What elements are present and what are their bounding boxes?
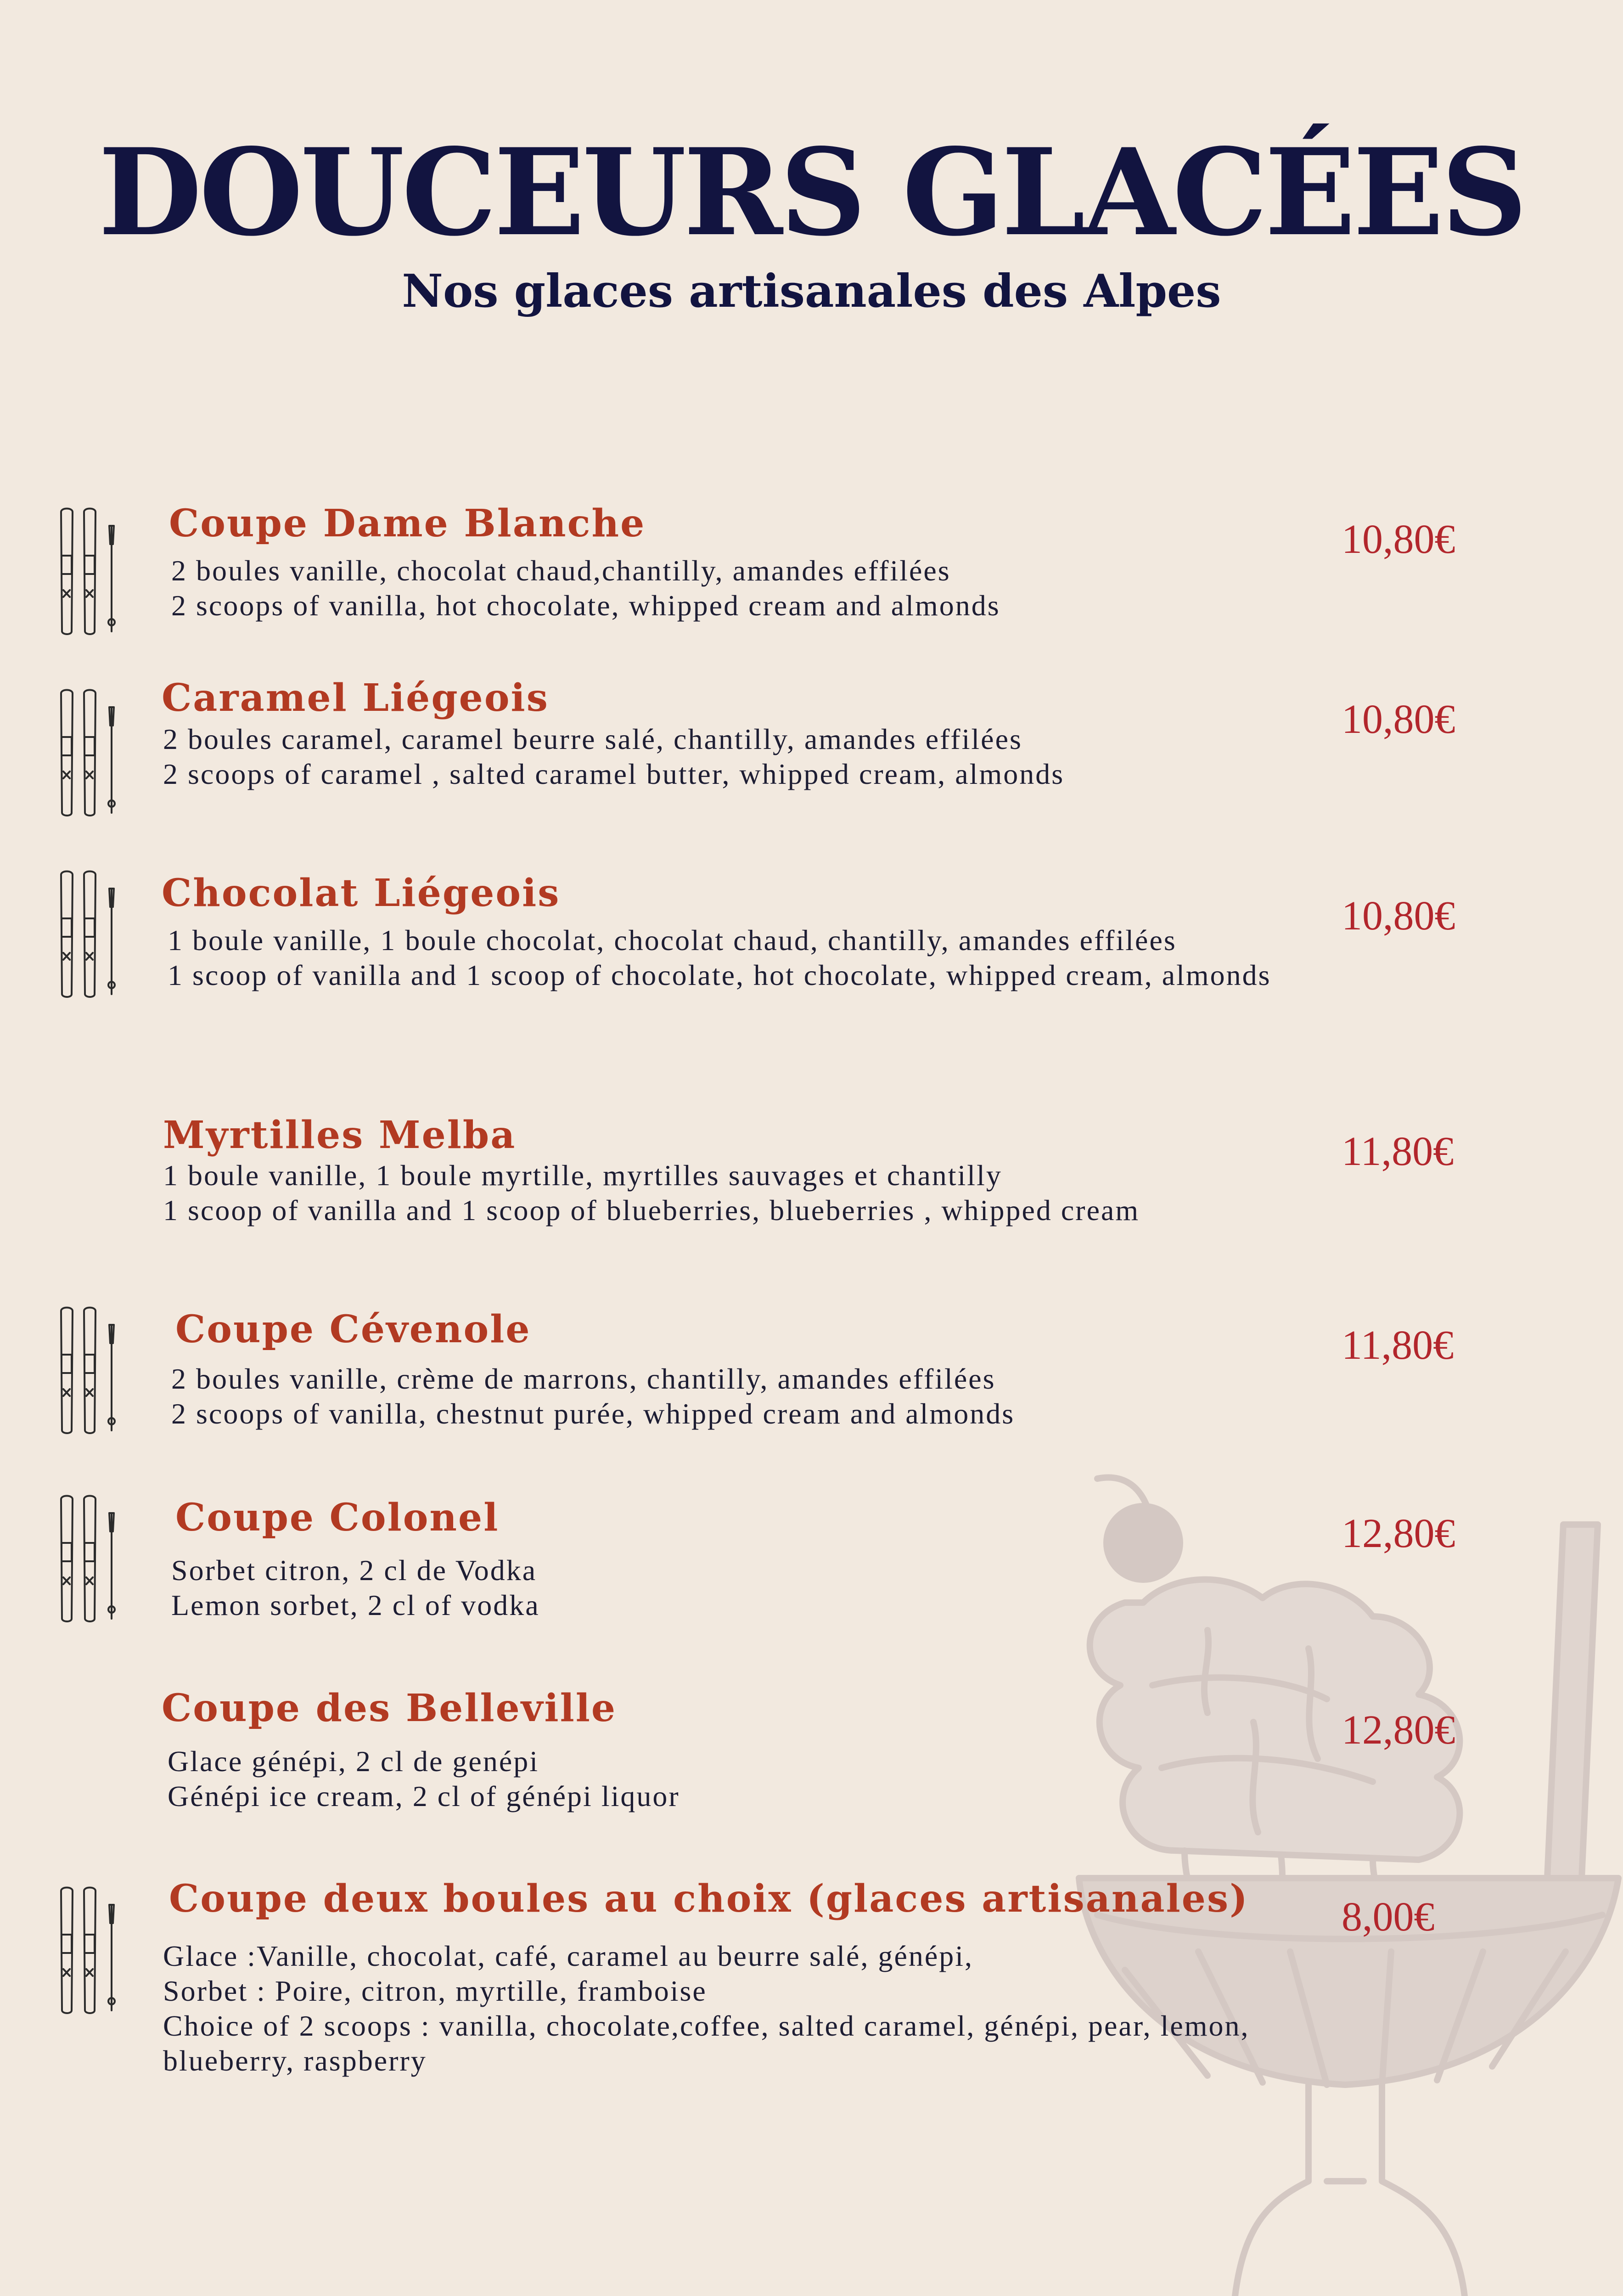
item-description-fr: 2 boules caramel, caramel beurre salé, chantilly, amandes effilées [163, 723, 1022, 755]
ski-icon [59, 689, 118, 817]
item-description-fr: Sorbet citron, 2 cl de Vodka [171, 1554, 537, 1587]
item-price: 12,80€ [1342, 1511, 1455, 1556]
item-description-fr: 1 boule vanille, 1 boule chocolat, chocolat chaud, chantilly, amandes effilées [168, 924, 1177, 957]
ski-icon [59, 870, 118, 999]
item-name: Caramel Liégeois [162, 676, 549, 720]
item-description-en: Choice of 2 scoops : vanilla, chocolate,coffee, salted caramel, génépi, pear, lemon, [163, 2009, 1250, 2042]
item-price: 10,80€ [1342, 697, 1455, 742]
item-price: 11,80€ [1342, 1322, 1454, 1368]
page-subtitle: Nos glaces artisanales des Alpes [402, 265, 1221, 318]
item-name: Coupe des Belleville [162, 1686, 617, 1730]
item-description-en: Lemon sorbet, 2 cl of vodka [171, 1589, 540, 1621]
item-price: 12,80€ [1342, 1707, 1455, 1753]
ski-icon [59, 1495, 118, 1623]
item-description-en: 1 scoop of vanilla and 1 scoop of chocolate, hot chocolate, whipped cream, almonds [168, 959, 1271, 991]
item-description-en: 2 scoops of caramel , salted caramel butter, whipped cream, almonds [163, 758, 1065, 790]
item-price: 11,80€ [1342, 1129, 1454, 1174]
item-description-en: 1 scoop of vanilla and 1 scoop of blueberries, blueberries , whipped cream [163, 1194, 1140, 1227]
ski-icon [59, 1306, 118, 1435]
item-description-en-cont: blueberry, raspberry [163, 2044, 427, 2077]
page-title: DOUCEURS GLACÉES [98, 123, 1525, 263]
item-price: 8,00€ [1342, 1894, 1435, 1940]
item-name: Coupe Cévenole [175, 1307, 531, 1351]
item-description-fr-sorbet: Sorbet : Poire, citron, myrtille, framboise [163, 1975, 707, 2007]
ski-icon [59, 507, 118, 636]
item-description-fr: 1 boule vanille, 1 boule myrtille, myrtilles sauvages et chantilly [163, 1159, 1002, 1192]
item-description-en: 2 scoops of vanilla, hot chocolate, whipped cream and almonds [171, 589, 1000, 622]
item-description-en: 2 scoops of vanilla, chestnut purée, whipped cream and almonds [171, 1397, 1015, 1430]
item-name: Coupe Colonel [175, 1496, 500, 1540]
item-description-fr: 2 boules vanille, crème de marrons, chantilly, amandes effilées [171, 1362, 996, 1395]
item-name: Myrtilles Melba [163, 1113, 517, 1157]
item-description-fr: Glace génépi, 2 cl de genépi [168, 1745, 539, 1778]
item-price: 10,80€ [1342, 893, 1455, 939]
item-price: 10,80€ [1342, 517, 1455, 562]
item-description-fr: Glace :Vanille, chocolat, café, caramel au beurre salé, génépi, [163, 1940, 974, 1972]
item-description-fr: 2 boules vanille, chocolat chaud,chantilly, amandes effilées [171, 554, 951, 587]
item-name: Coupe deux boules au choix (glaces artisanales) [169, 1877, 1249, 1921]
item-description-en: Génépi ice cream, 2 cl of génépi liquor [168, 1780, 680, 1812]
item-name: Coupe Dame Blanche [169, 501, 646, 546]
ski-icon [59, 1886, 118, 2015]
item-name: Chocolat Liégeois [162, 871, 561, 915]
